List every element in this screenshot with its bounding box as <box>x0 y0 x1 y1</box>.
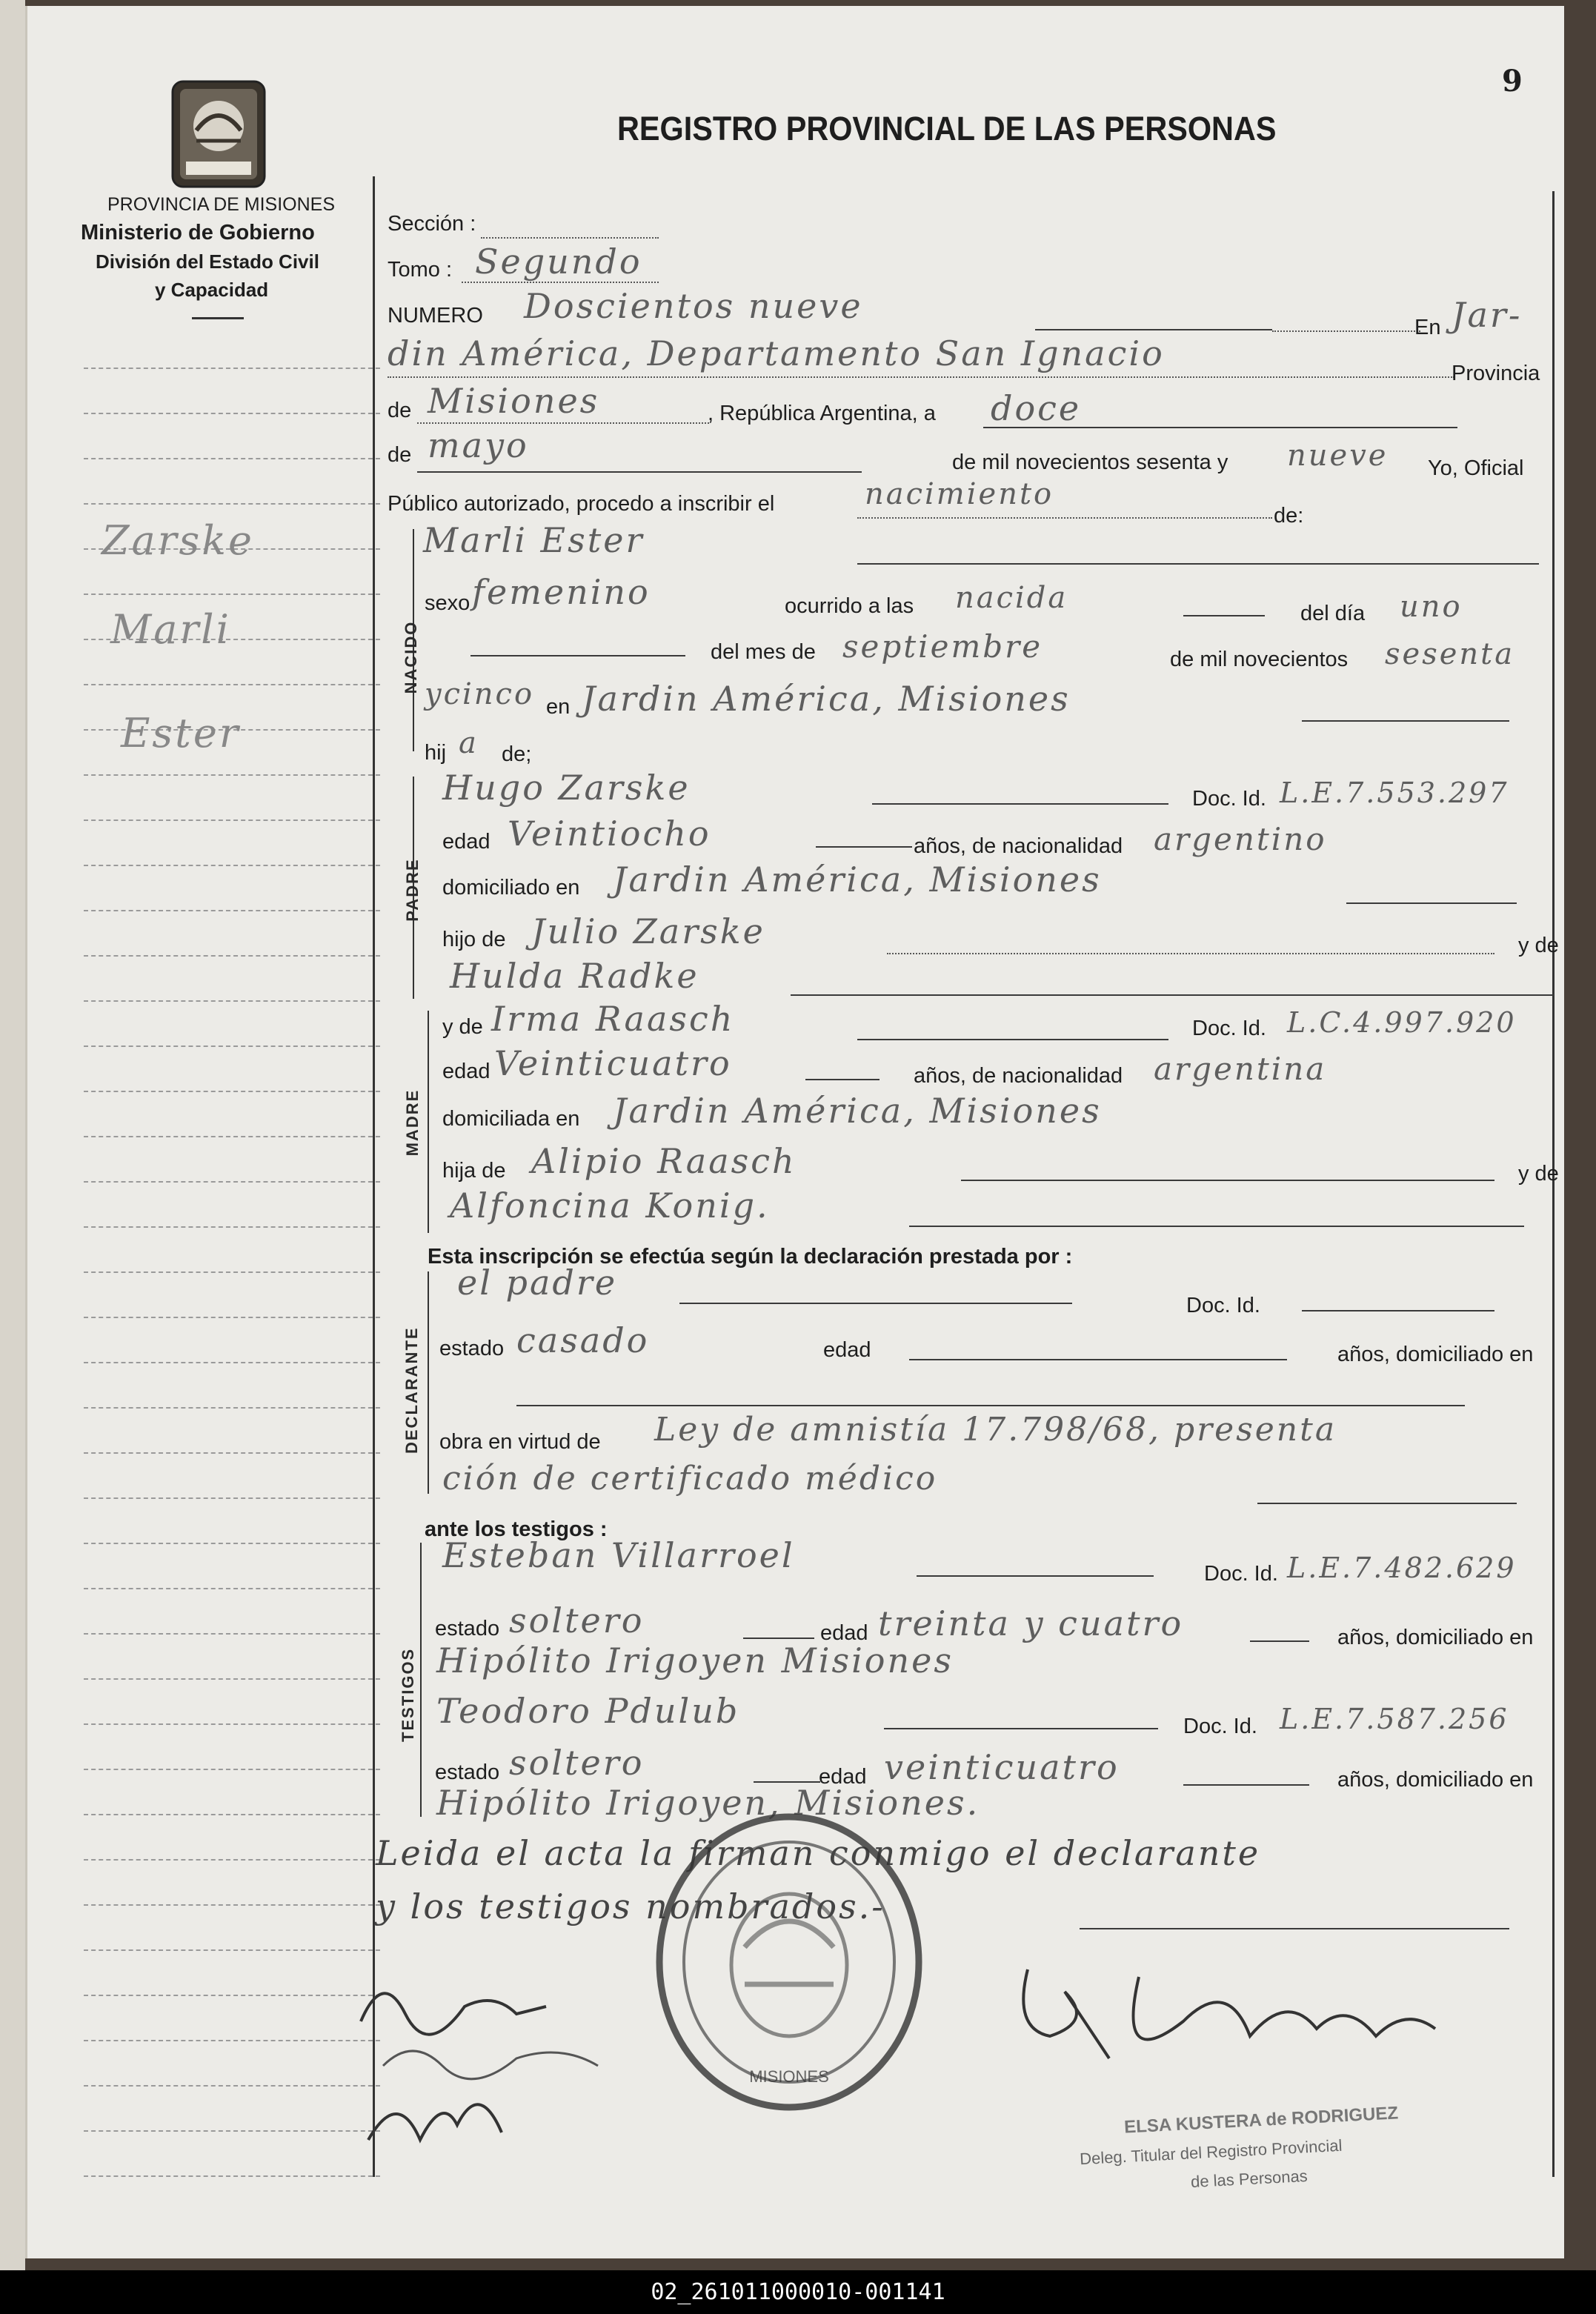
padre-dom-label: domiciliado en <box>442 876 580 900</box>
declarante-intro: Esta inscripción se efectúa según la declaración prestada por : <box>428 1245 1073 1269</box>
testigo2-edad-value: veinticuatro <box>884 1747 1120 1787</box>
sexo-value: femenino <box>472 572 651 612</box>
margin-rule-line <box>84 2085 380 2087</box>
yo-oficial-label: Yo, Oficial <box>1428 456 1524 480</box>
lugar-nac-value: Jardin América, Misiones <box>582 679 1071 719</box>
de-label-3: de: <box>1274 504 1304 528</box>
padre-madre-value: Hulda Radke <box>450 956 699 996</box>
republica-label: , República Argentina, a <box>708 402 936 425</box>
padre-section-label: PADRE <box>403 858 422 922</box>
margin-rule-line <box>84 1633 380 1635</box>
provincia-label: Provincia <box>1452 362 1540 385</box>
en-label: En <box>1414 316 1441 339</box>
declarante-estado-value: casado <box>516 1320 650 1360</box>
madre-nac-value: argentina <box>1154 1051 1327 1087</box>
margin-rule-line <box>84 1497 380 1499</box>
signature-declarante-icon <box>353 1962 665 2184</box>
padre-doc-label: Doc. Id. <box>1192 787 1266 811</box>
testigos-section-label: TESTIGOS <box>399 1647 417 1742</box>
margin-rule-line <box>84 1136 380 1137</box>
locality-value: din América, Departamento San Ignacio <box>388 333 1165 373</box>
org-line-1: PROVINCIA DE MISIONES <box>107 194 336 215</box>
mil-nac-label: de mil novecientos <box>1170 648 1349 671</box>
margin-rule-line <box>84 503 380 505</box>
anio-value: nueve <box>1287 439 1389 473</box>
margin-rule-line <box>84 1723 380 1725</box>
declarante-nombre: el padre <box>457 1263 618 1303</box>
madre-doc-value: L.C.4.997.920 <box>1287 1006 1517 1039</box>
testigo1-estado-label: estado <box>435 1617 500 1640</box>
madre-yde-label: y de <box>442 1015 483 1039</box>
margin-rule-line <box>84 458 380 459</box>
province-seal-icon <box>167 79 270 190</box>
madre-section-label: MADRE <box>403 1088 422 1157</box>
testigo1-estado-value: soltero <box>509 1600 645 1640</box>
margin-rule-line <box>84 1091 380 1092</box>
publico-label: Público autorizado, procedo a inscribir el <box>388 492 775 516</box>
declarante-estado-label: estado <box>439 1337 505 1360</box>
padre-nac-value: argentino <box>1154 821 1327 857</box>
margin-rule-line <box>84 955 380 957</box>
tomo-value: Segundo <box>475 242 642 282</box>
madre-doc-label: Doc. Id. <box>1192 1017 1266 1040</box>
testigo1-dom-value: Hipólito Irigoyen Misiones <box>436 1640 954 1680</box>
org-line-3: División del Estado Civil <box>96 250 319 273</box>
ocurrido-label: ocurrido a las <box>785 594 914 618</box>
org-line-2: Ministerio de Gobierno <box>81 221 315 245</box>
padre-edad-value: Veintiocho <box>508 814 711 854</box>
margin-rule-line <box>84 1904 380 1906</box>
margin-rule-line <box>84 2040 380 2041</box>
de-label-2: de <box>388 443 412 467</box>
padre-dom-value: Jardin América, Misiones <box>613 860 1102 900</box>
official-stamp-office: de las Personas <box>1190 2166 1309 2192</box>
testigo2-edad-label: edad <box>819 1765 867 1789</box>
document-page <box>25 6 1564 2258</box>
dia-nac-value: uno <box>1400 590 1463 624</box>
hij-label: hij <box>425 741 447 765</box>
margin-rule-line <box>84 1995 380 1996</box>
testigo2-dom-value: Hipólito Irigoyen, Misiones. <box>436 1783 980 1823</box>
testigo1-doc-label: Doc. Id. <box>1204 1562 1278 1586</box>
padre-hijo-value: Julio Zarske <box>531 911 765 951</box>
padre-nombre: Hugo Zarske <box>442 768 691 808</box>
madre-yde2-label: y de <box>1518 1162 1559 1186</box>
declarante-obra-value1: Ley de amnistía 17.798/68, presenta <box>654 1411 1337 1449</box>
declarante-doc-label: Doc. Id. <box>1186 1294 1260 1317</box>
en-nac-label: en <box>546 695 571 719</box>
svg-text:MISIONES: MISIONES <box>749 2067 829 2086</box>
acto-value: nacimiento <box>865 477 1054 511</box>
declarante-obra-label: obra en virtud de <box>439 1430 601 1454</box>
numero-label: NUMERO <box>388 304 483 328</box>
testigo2-nombre: Teodoro Pdulub <box>436 1691 740 1731</box>
en-value: Jar- <box>1452 295 1523 335</box>
margin-rule-line <box>84 1000 380 1002</box>
margin-rule-line <box>84 865 380 866</box>
testigo1-edad-label: edad <box>820 1621 868 1645</box>
margin-rule-line <box>84 1859 380 1861</box>
madre-nac-label: años, de nacionalidad <box>914 1064 1123 1088</box>
nacido-nombre: Marli Ester <box>423 520 645 560</box>
closing-line1: Leida el acta la firman conmigo el declarante <box>376 1833 1261 1873</box>
margin-rule-line <box>84 1181 380 1183</box>
madre-dom-label: domiciliada en <box>442 1107 580 1131</box>
numero-value: Doscientos nueve <box>524 286 863 326</box>
margin-rule-line <box>84 1588 380 1589</box>
madre-madre-value: Alfoncina Konig. <box>450 1186 770 1226</box>
padre-hijo-label: hijo de <box>442 928 506 951</box>
dia-value: doce <box>991 388 1082 428</box>
declarante-obra-value2: ción de certificado médico <box>442 1460 938 1497</box>
madre-edad-value: Veinticuatro <box>494 1043 732 1083</box>
del-dia-label: del día <box>1300 602 1366 625</box>
margin-rule-line <box>84 594 380 595</box>
declarante-section-label: DECLARANTE <box>402 1326 421 1454</box>
testigo1-doc-value: L.E.7.482.629 <box>1287 1552 1517 1584</box>
declarante-edad-label: edad <box>823 1338 871 1362</box>
de-label-1: de <box>388 399 412 422</box>
margin-rule-line <box>84 684 380 685</box>
mes-value: mayo <box>428 425 529 465</box>
sexo-label: sexo <box>425 591 471 615</box>
mil-label: de mil novecientos sesenta y <box>952 451 1228 474</box>
margin-rule-line <box>84 2130 380 2132</box>
margin-rule-line <box>84 1769 380 1770</box>
margin-rule-line <box>84 1045 380 1047</box>
seccion-label: Sección : <box>388 212 476 236</box>
madre-hija-label: hija de <box>442 1159 506 1183</box>
margin-rule-line <box>84 1407 380 1409</box>
testigo2-dom-label: años, domiciliado en <box>1337 1768 1534 1792</box>
testigo2-doc-label: Doc. Id. <box>1183 1715 1257 1738</box>
margin-rule-line <box>84 1317 380 1318</box>
margin-rule-line <box>84 1814 380 1815</box>
mes-nac-value: septiembre <box>842 628 1043 665</box>
testigo2-estado-label: estado <box>435 1761 500 1784</box>
nacido-section-label: NACIDO <box>402 620 420 694</box>
margin-rule-line <box>84 1543 380 1544</box>
page-number: 9 <box>1502 64 1523 99</box>
footer-bar <box>0 2270 1596 2314</box>
hij-value: a <box>459 726 479 760</box>
testigo2-estado-value: soltero <box>509 1743 645 1783</box>
testigo1-dom-label: años, domiciliado en <box>1337 1626 1534 1649</box>
anio-nac-value2: ycinco <box>425 677 535 711</box>
hora-value: nacida <box>955 581 1068 615</box>
padre-edad-label: edad <box>442 830 491 854</box>
margin-rule-line <box>84 1362 380 1363</box>
org-line-4: y Capacidad <box>155 279 269 301</box>
margin-rule-line <box>84 2175 380 2177</box>
testigo2-doc-value: L.E.7.587.256 <box>1280 1703 1509 1735</box>
registry-stamp-icon <box>634 1806 945 2118</box>
margin-note-name2: Ester <box>121 710 241 757</box>
declarante-dom-label: años, domiciliado en <box>1337 1343 1534 1366</box>
margin-rule-line <box>84 774 380 776</box>
madre-hija-value: Alipio Raasch <box>531 1141 797 1181</box>
signature-official-icon <box>1005 1947 1465 2095</box>
padre-doc-value: L.E.7.553.297 <box>1280 777 1509 809</box>
margin-rule-line <box>84 1949 380 1951</box>
margin-rule-line <box>84 1271 380 1273</box>
margin-rule-line <box>84 1678 380 1680</box>
margin-note-surname: Zarske <box>102 517 254 564</box>
margin-rule-line <box>84 413 380 414</box>
testigos-intro: ante los testigos : <box>425 1517 608 1541</box>
anio-nac-value1: sesenta <box>1385 637 1515 671</box>
padre-nac-label: años, de nacionalidad <box>914 834 1123 858</box>
margin-note-name1: Marli <box>110 606 231 653</box>
footer-id: 02_261011000010-001141 <box>651 2279 945 2305</box>
madre-nombre: Irma Raasch <box>491 999 735 1039</box>
margin-rule-line <box>84 819 380 821</box>
closing-line2: y los testigos nombrados.- <box>376 1886 885 1926</box>
margin-rule-line <box>84 910 380 911</box>
tomo-label: Tomo : <box>388 258 453 282</box>
testigo1-edad-value: treinta y cuatro <box>878 1603 1184 1643</box>
margin-rule-line <box>84 1226 380 1228</box>
madre-edad-label: edad <box>442 1060 491 1083</box>
padre-yde-label: y de <box>1518 934 1559 957</box>
madre-dom-value: Jardin América, Misiones <box>613 1091 1102 1131</box>
page-title: REGISTRO PROVINCIAL DE LAS PERSONAS <box>617 110 1277 147</box>
margin-rule-line <box>84 1452 380 1454</box>
testigo1-nombre: Esteban Villarroel <box>442 1535 795 1575</box>
book-binding <box>0 0 25 2314</box>
official-stamp-name: ELSA KUSTERA de RODRIGUEZ <box>1123 2103 1399 2138</box>
del-mes-label: del mes de <box>711 640 816 664</box>
margin-rule-line <box>84 368 380 369</box>
official-stamp-title: Deleg. Titular del Registro Provincial <box>1079 2135 1343 2169</box>
hij-de-label: de; <box>502 742 532 766</box>
provincia-value: Misiones <box>428 381 600 421</box>
